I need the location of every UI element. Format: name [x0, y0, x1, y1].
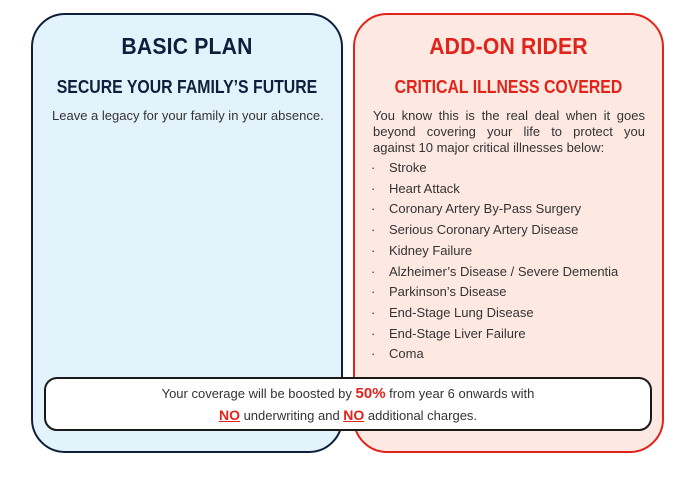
coverage-notice-box: [44, 377, 652, 431]
no-underwriting-emphasis: NO: [218, 407, 240, 423]
add-on-rider-subtitle: CRITICAL ILLNESS COVERED: [394, 77, 623, 97]
list-item: [371, 303, 618, 324]
list-item: [371, 241, 618, 262]
list-item: [371, 158, 618, 179]
bullet-icon: ·: [371, 222, 376, 238]
illness-label: Kidney Failure: [389, 242, 473, 258]
notice-text: Your coverage will be boosted by: [161, 386, 356, 401]
bullet-icon: ·: [371, 180, 376, 196]
bullet-icon: ·: [371, 284, 376, 300]
list-item: [371, 344, 618, 365]
list-item: [371, 179, 618, 200]
illness-label: Stroke: [389, 160, 427, 175]
notice-line-1: [46, 385, 650, 403]
notice-text: from year 6 onwards with: [385, 386, 535, 401]
illness-label: Coma: [389, 346, 424, 362]
illness-list: [371, 158, 618, 365]
notice-line-2: [46, 406, 650, 425]
bullet-icon: ·: [371, 242, 376, 258]
illness-label: Alzheimer’s Disease / Severe Dementia: [389, 263, 619, 279]
bullet-icon: ·: [371, 201, 376, 217]
illness-label: Coronary Artery By-Pass Surgery: [389, 201, 582, 217]
illness-label: End-Stage Liver Failure: [389, 325, 526, 341]
add-on-rider-title: ADD-ON RIDER: [429, 33, 588, 59]
bullet-icon: ·: [371, 346, 376, 362]
basic-plan-title: BASIC PLAN: [121, 33, 253, 59]
list-item: [371, 282, 618, 303]
no-charges-emphasis: NO: [343, 407, 365, 423]
bullet-icon: ·: [371, 304, 376, 320]
list-item: [371, 199, 618, 220]
bullet-icon: ·: [371, 160, 376, 175]
bullet-icon: ·: [371, 325, 376, 341]
basic-plan-subtitle: SECURE YOUR FAMILY’S FUTURE: [56, 77, 318, 97]
bullet-icon: ·: [371, 263, 376, 279]
boost-percentage: 50%: [355, 385, 386, 402]
notice-text: underwriting and: [239, 408, 344, 423]
illness-label: Parkinson’s Disease: [389, 284, 507, 300]
basic-plan-description: Leave a legacy for your family in your absence.: [52, 108, 324, 123]
illness-label: End-Stage Lung Disease: [389, 304, 534, 320]
illness-label: Heart Attack: [389, 180, 460, 196]
list-item: [371, 324, 618, 345]
list-item: [371, 220, 618, 241]
add-on-rider-description: You know this is the real deal when it goes beyond covering your life to protect you against 10 major critical illnesses below:: [373, 108, 645, 155]
list-item: [371, 262, 618, 283]
illness-label: Serious Coronary Artery Disease: [389, 222, 579, 238]
notice-text: additional charges.: [364, 408, 478, 423]
